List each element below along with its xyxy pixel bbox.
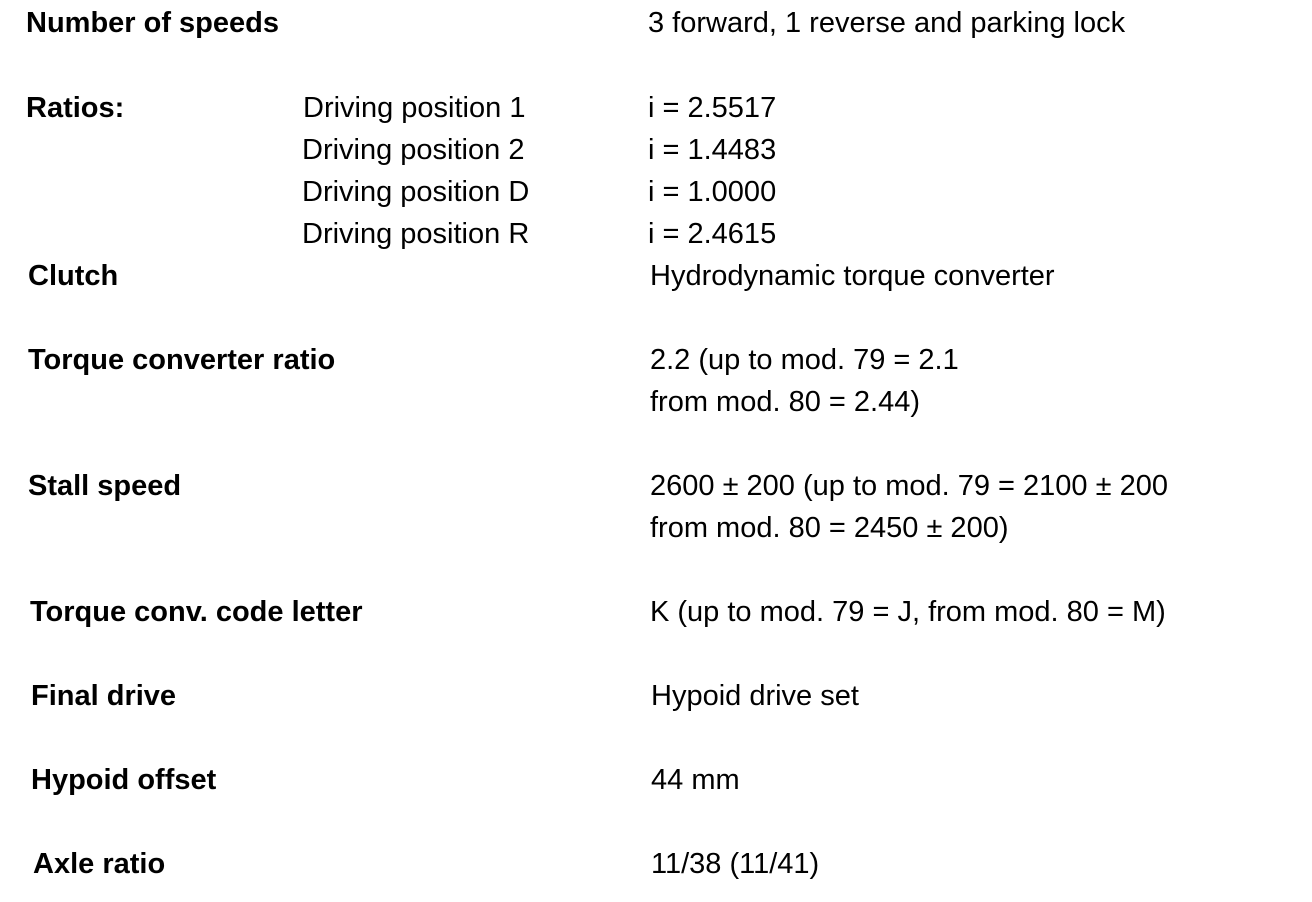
ratios-label: Ratios: [26,92,125,124]
ratio-position-1: Driving position 1 [303,92,526,124]
ratio-position-2: Driving position 2 [302,134,525,166]
torque-converter-ratio-value-line2: from mod. 80 = 2.44) [650,386,920,418]
ratio-value-2: i = 1.4483 [648,134,777,166]
stall-speed-value-line1: 2600 ± 200 (up to mod. 79 = 2100 ± 200 [650,470,1168,502]
final-drive-value: Hypoid drive set [651,680,859,712]
clutch-label: Clutch [28,260,119,292]
ratio-position-d: Driving position D [302,176,530,208]
ratio-value-d: i = 1.0000 [648,176,777,208]
ratio-value-1: i = 2.5517 [648,92,777,124]
final-drive-label: Final drive [31,680,177,712]
stall-speed-label: Stall speed [28,470,182,502]
number-of-speeds-label: Number of speeds [26,7,279,39]
number-of-speeds-value: 3 forward, 1 reverse and parking lock [648,7,1126,39]
stall-speed-value-line2: from mod. 80 = 2450 ± 200) [650,512,1009,544]
axle-ratio-value: 11/38 (11/41) [651,848,820,880]
hypoid-offset-label: Hypoid offset [31,764,217,796]
torque-converter-ratio-value-line1: 2.2 (up to mod. 79 = 2.1 [650,344,959,376]
ratio-value-r: i = 2.4615 [648,218,777,250]
torque-converter-ratio-label: Torque converter ratio [28,344,336,376]
ratio-position-r: Driving position R [302,218,530,250]
torque-conv-code-letter-label: Torque conv. code letter [30,596,363,628]
axle-ratio-label: Axle ratio [33,848,166,880]
torque-conv-code-letter-value: K (up to mod. 79 = J, from mod. 80 = M) [650,596,1166,628]
clutch-value: Hydrodynamic torque converter [650,260,1055,292]
hypoid-offset-value: 44 mm [651,764,740,796]
